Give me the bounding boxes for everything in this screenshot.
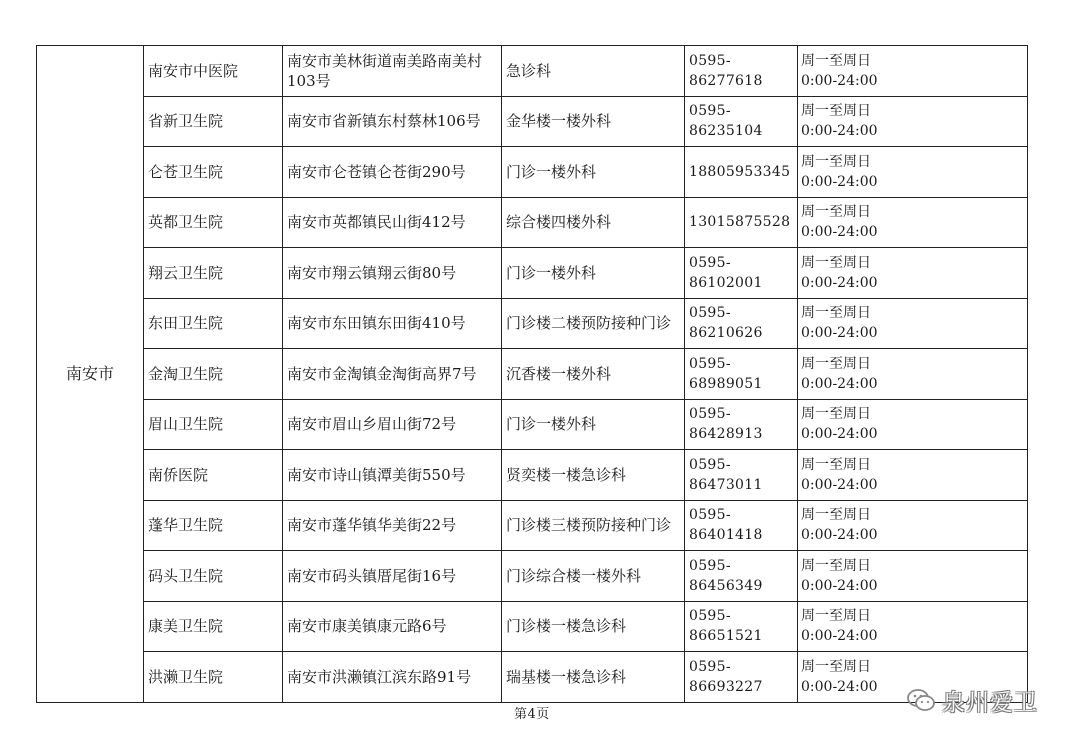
hours-cell	[798, 147, 1028, 198]
address-cell: 南安市眉山乡眉山街72号	[283, 399, 502, 450]
watermark	[906, 684, 1038, 717]
hours-days: 周一至周日	[801, 456, 871, 473]
table-row	[37, 147, 1028, 198]
hours-time: 0:00-24:00	[801, 224, 878, 241]
department-cell: 门诊一楼外科	[502, 399, 685, 450]
department-cell: 门诊楼一楼急诊科	[502, 601, 685, 652]
hours-cell	[798, 399, 1028, 450]
phone-cell: 0595-86651521	[685, 601, 798, 652]
hospital-name-cell: 南安市中医院	[144, 46, 283, 97]
hours-time: 0:00-24:00	[801, 476, 878, 493]
table-row	[37, 601, 1028, 652]
district-cell: 南安市	[37, 46, 144, 703]
department-cell: 急诊科	[502, 46, 685, 97]
phone-cell: 13015875528	[685, 197, 798, 248]
department-cell: 沉香楼一楼外科	[502, 349, 685, 400]
department-cell: 门诊楼三楼预防接种门诊	[502, 500, 685, 551]
hours-time: 0:00-24:00	[801, 173, 878, 190]
phone-cell: 0595-86456349	[685, 551, 798, 602]
hours-time: 0:00-24:00	[801, 325, 878, 342]
table-body	[37, 46, 1028, 703]
hours-time: 0:00-24:00	[801, 123, 878, 140]
hours-time: 0:00-24:00	[801, 274, 878, 291]
address-cell: 南安市东田镇东田街410号	[283, 298, 502, 349]
address-cell: 南安市金淘镇金淘街高界7号	[283, 349, 502, 400]
table-row	[37, 248, 1028, 299]
department-cell: 金华楼一楼外科	[502, 96, 685, 147]
hours-days: 周一至周日	[801, 507, 871, 524]
hours-days: 周一至周日	[801, 406, 871, 423]
wechat-icon	[906, 688, 936, 714]
hospital-name-cell: 洪濑卫生院	[144, 652, 283, 703]
hospital-table	[36, 45, 1028, 703]
hours-cell	[798, 551, 1028, 602]
hours-time: 0:00-24:00	[801, 628, 878, 645]
hours-time: 0:00-24:00	[801, 72, 878, 89]
hours-cell	[798, 298, 1028, 349]
hours-days: 周一至周日	[801, 204, 871, 221]
address-cell: 南安市诗山镇潭美街550号	[283, 450, 502, 501]
phone-cell: 0595-86210626	[685, 298, 798, 349]
hospital-name-cell: 金淘卫生院	[144, 349, 283, 400]
phone-cell: 0595-86401418	[685, 500, 798, 551]
hospital-name-cell: 英都卫生院	[144, 197, 283, 248]
table-row	[37, 298, 1028, 349]
department-cell: 门诊一楼外科	[502, 248, 685, 299]
hours-days: 周一至周日	[801, 557, 871, 574]
hours-cell	[798, 96, 1028, 147]
table-row	[37, 197, 1028, 248]
hours-days: 周一至周日	[801, 153, 871, 170]
hours-cell	[798, 46, 1028, 97]
phone-cell: 0595-86428913	[685, 399, 798, 450]
department-cell: 门诊综合楼一楼外科	[502, 551, 685, 602]
address-cell: 南安市蓬华镇华美街22号	[283, 500, 502, 551]
address-cell: 南安市美林街道南美路南美村103号	[283, 46, 502, 97]
page-number: 第4页	[514, 707, 550, 722]
department-cell: 门诊楼二楼预防接种门诊	[502, 298, 685, 349]
table-row	[37, 96, 1028, 147]
table-row	[37, 450, 1028, 501]
hours-time: 0:00-24:00	[801, 678, 878, 695]
hours-cell	[798, 500, 1028, 551]
address-cell: 南安市洪濑镇江滨东路91号	[283, 652, 502, 703]
hours-time: 0:00-24:00	[801, 577, 878, 594]
phone-cell: 0595-86277618	[685, 46, 798, 97]
address-cell: 南安市翔云镇翔云街80号	[283, 248, 502, 299]
hours-days: 周一至周日	[801, 103, 871, 120]
phone-cell: 0595-86473011	[685, 450, 798, 501]
hours-time: 0:00-24:00	[801, 426, 878, 443]
hospital-name-cell: 蓬华卫生院	[144, 500, 283, 551]
department-cell: 瑞基楼一楼急诊科	[502, 652, 685, 703]
watermark-text: 泉州爱卫	[942, 690, 1038, 716]
hours-cell	[798, 197, 1028, 248]
address-cell: 南安市仑苍镇仑苍街290号	[283, 147, 502, 198]
hours-cell	[798, 349, 1028, 400]
hospital-name-cell: 东田卫生院	[144, 298, 283, 349]
hospital-name-cell: 眉山卫生院	[144, 399, 283, 450]
phone-cell: 0595-86693227	[685, 652, 798, 703]
department-cell: 贤奕楼一楼急诊科	[502, 450, 685, 501]
table-row	[37, 500, 1028, 551]
table-row	[37, 46, 1028, 97]
hospital-name-cell: 康美卫生院	[144, 601, 283, 652]
hospital-name-cell: 省新卫生院	[144, 96, 283, 147]
hours-cell	[798, 601, 1028, 652]
hours-cell	[798, 450, 1028, 501]
department-cell: 门诊一楼外科	[502, 147, 685, 198]
address-cell: 南安市码头镇厝尾街16号	[283, 551, 502, 602]
hospital-name-cell: 翔云卫生院	[144, 248, 283, 299]
hours-days: 周一至周日	[801, 305, 871, 322]
phone-cell: 18805953345	[685, 147, 798, 198]
hours-time: 0:00-24:00	[801, 527, 878, 544]
phone-cell: 0595-68989051	[685, 349, 798, 400]
hours-time: 0:00-24:00	[801, 375, 878, 392]
hospital-name-cell: 南侨医院	[144, 450, 283, 501]
hours-days: 周一至周日	[801, 608, 871, 625]
hours-days: 周一至周日	[801, 254, 871, 271]
hospital-name-cell: 仑苍卫生院	[144, 147, 283, 198]
hospital-name-cell: 码头卫生院	[144, 551, 283, 602]
phone-cell: 0595-86102001	[685, 248, 798, 299]
address-cell: 南安市省新镇东村蔡林106号	[283, 96, 502, 147]
table-row	[37, 652, 1028, 703]
hours-days: 周一至周日	[801, 52, 871, 69]
department-cell: 综合楼四楼外科	[502, 197, 685, 248]
address-cell: 南安市英都镇民山街412号	[283, 197, 502, 248]
phone-cell: 0595-86235104	[685, 96, 798, 147]
hours-cell	[798, 248, 1028, 299]
address-cell: 南安市康美镇康元路6号	[283, 601, 502, 652]
table-row	[37, 349, 1028, 400]
table-row	[37, 551, 1028, 602]
table-row	[37, 399, 1028, 450]
hours-days: 周一至周日	[801, 658, 871, 675]
hours-days: 周一至周日	[801, 355, 871, 372]
